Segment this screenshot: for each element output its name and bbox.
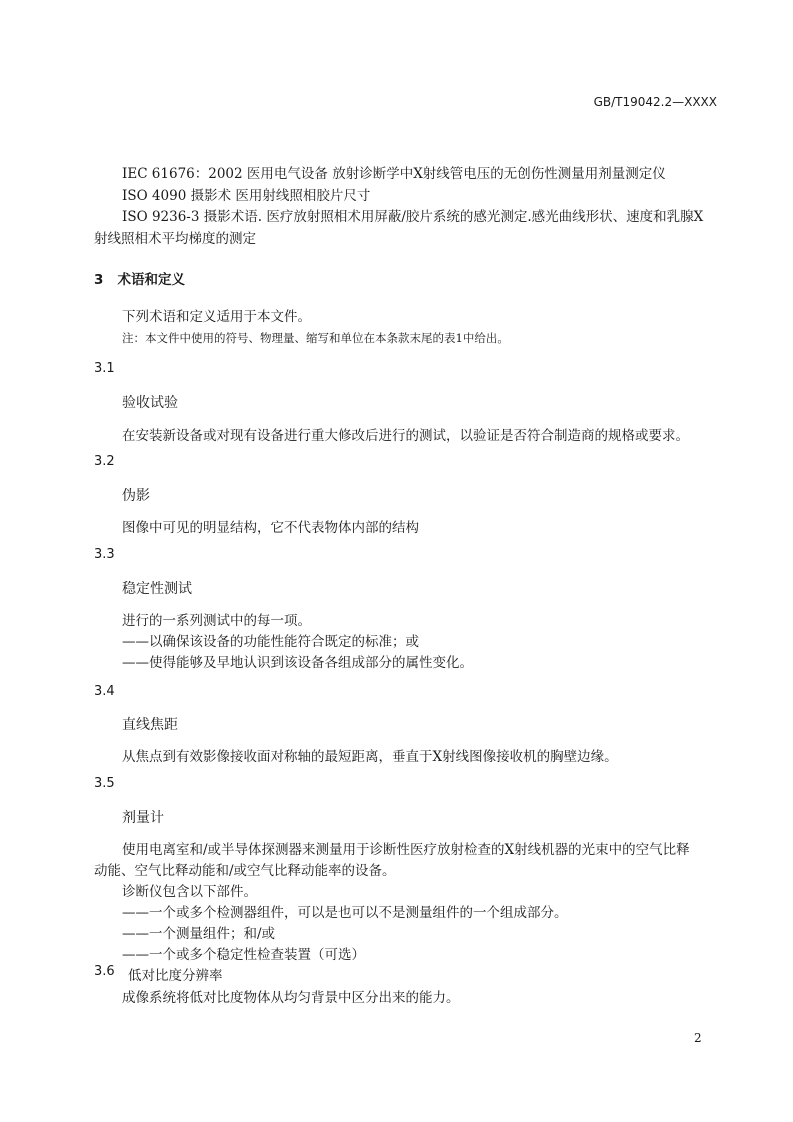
term-title: 低对比度分辨率 [128, 968, 223, 984]
term-number: 3.4 [94, 684, 115, 699]
term-list-item: ——一个或多个稳定性检查装置（可选） [122, 947, 365, 963]
term-title: 验收试验 [122, 395, 178, 411]
term-definition: 使用电离室和/或半导体探测器来测量用于诊断性医疗放射检查的X射线机器的光束中的空气比释 [122, 842, 690, 858]
term-definition: 从焦点到有效影像接收面对称轴的最短距离，垂直于X射线图像接收机的胸壁边缘。 [122, 749, 618, 765]
term-definition: 进行的一系列测试中的每一项。 [122, 613, 311, 629]
term-number: 3.3 [94, 547, 115, 562]
reference-line: ISO 4090 摄影术 医用射线照相胶片尺寸 [122, 188, 371, 204]
term-list-item: ——一个测量组件；和/或 [122, 926, 276, 942]
term-number: 3.1 [94, 361, 115, 376]
page-number: 2 [694, 1031, 702, 1045]
term-title: 伪影 [122, 488, 150, 504]
term-definition: 诊断仪包含以下部件。 [122, 884, 257, 900]
term-number: 3.2 [94, 454, 115, 469]
term-title: 稳定性测试 [122, 581, 192, 597]
reference-line: IEC 61676：2002 医用电气设备 放射诊断学中X射线管电压的无创伤性测量用剂量测定仪 [122, 166, 666, 182]
term-list-item: ——以确保该设备的功能性能符合既定的标准；或 [122, 634, 419, 650]
term-title: 剂量计 [122, 810, 164, 826]
reference-line: 射线照相术平均梯度的测定 [94, 231, 256, 247]
document-code: GB/T19042.2—XXXX [593, 95, 717, 109]
term-list-item: ——一个或多个检测器组件，可以是也可以不是测量组件的一个组成部分。 [122, 905, 568, 921]
term-number: 3.5 [94, 776, 115, 791]
term-list-item: ——使得能够及早地认识到该设备各组成部分的属性变化。 [122, 655, 473, 671]
section-heading: 3 术语和定义 [94, 272, 185, 288]
term-definition: 成像系统将低对比度物体从均匀背景中区分出来的能力。 [122, 990, 460, 1006]
term-number: 3.6 [94, 964, 115, 979]
term-definition: 动能、空气比释动能和/或空气比释动能率的设备。 [94, 863, 396, 879]
term-definition: 图像中可见的明显结构，它不代表物体内部的结构 [122, 520, 419, 536]
section-intro: 下列术语和定义适用于本文件。 [122, 309, 311, 325]
term-title: 直线焦距 [122, 717, 178, 733]
section-note: 注：本文件中使用的符号、物理量、缩写和单位在本条款末尾的表1中给出。 [122, 331, 509, 345]
reference-line: ISO 9236-3 摄影术语. 医疗放射照相术用屏蔽/胶片系统的感光测定.感光曲线形状、速度和乳腺X [122, 209, 704, 225]
term-definition: 在安装新设备或对现有设备进行重大修改后进行的测试，以验证是否符合制造商的规格或要求。 [122, 428, 689, 444]
